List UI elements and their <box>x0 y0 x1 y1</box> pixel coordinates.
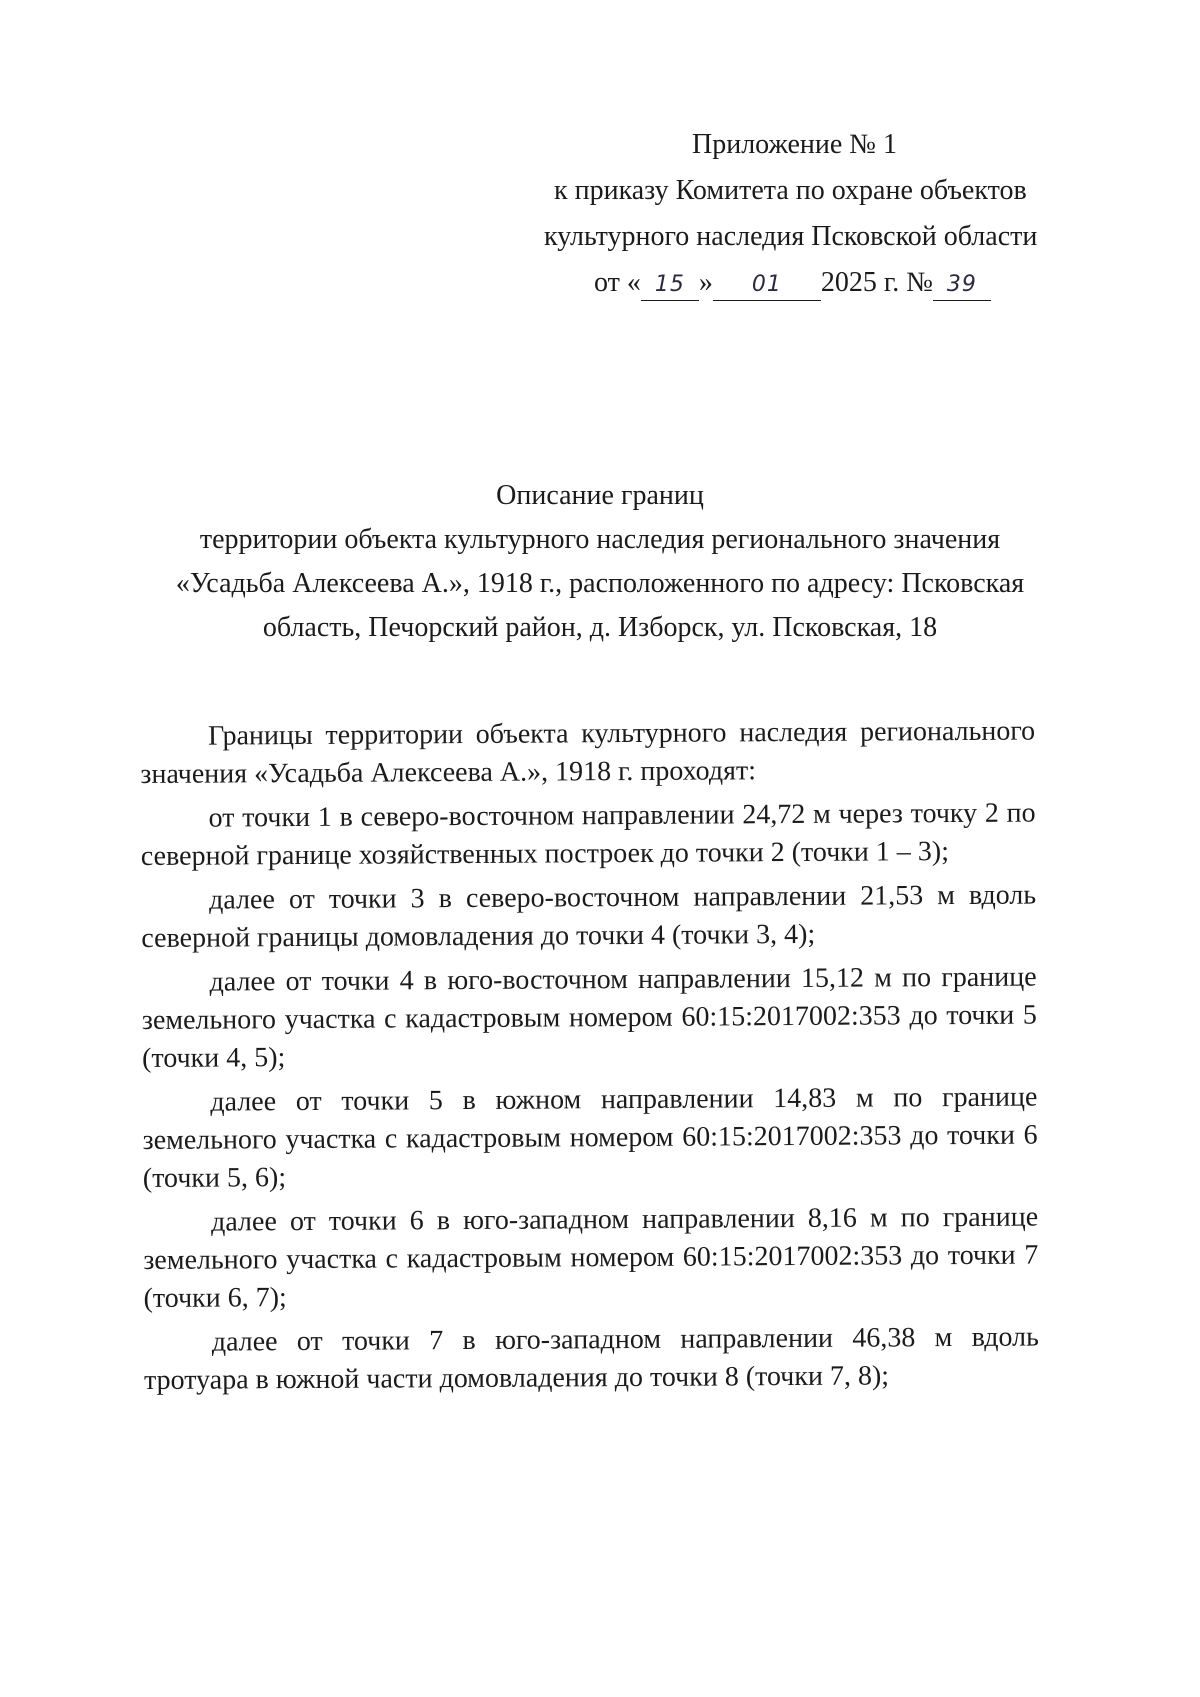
order-reference: к приказу Комитета по охране объектов <box>554 175 1027 206</box>
paragraph-segment-1: от точки 1 в северо-восточном направлении 24,72 м через точку 2 по северной границе хозяйственных построек до точки 2 (точки 1 – 3); <box>140 797 1036 872</box>
title-line-3: «Усадьба Алексеева А.», 1918 г., расположенного по адресу: Псковская <box>175 568 1025 599</box>
year-text: 2025 г. № <box>820 267 933 298</box>
number-blank <box>933 268 991 301</box>
paragraph-segment-3: далее от точки 4 в юго-восточном направлении 15,12 м по границе земельного участка с кадастровым номером 60:15:2017002:353 до точки 5 (точки 4, 5); <box>141 961 1037 1074</box>
date-mid: » <box>698 267 713 298</box>
appendix-header <box>540 122 1100 306</box>
paragraph-segment-2: далее от точки 3 в северо-восточном направлении 21,53 м вдоль северной границы домовладения до точки 4 (точки 3, 4); <box>141 879 1037 954</box>
month-blank <box>713 268 821 301</box>
document-title <box>150 474 1050 650</box>
title-line-1: Описание границ <box>496 480 704 511</box>
order-date-line <box>540 260 1100 306</box>
title-line-4: область, Печорский район, д. Изборск, ул. Псковская, 18 <box>262 612 938 643</box>
paragraph-segment-4: далее от точки 5 в южном направлении 14,83 м по границе земельного участка с кадастровым номером 60:15:2017002:353 до точки 6 (точки 5, 6); <box>142 1081 1038 1194</box>
day-blank <box>641 268 699 301</box>
appendix-number: Приложение № 1 <box>692 129 897 160</box>
title-line-2: территории объекта культурного наследия регионального значения <box>199 524 1001 555</box>
boundary-description <box>140 713 1039 1406</box>
order-authority: культурного наследия Псковской области <box>544 221 1038 252</box>
paragraph-segment-6: далее от точки 7 в юго-западном направлении 46,38 м вдоль тротуара в южной части домовладения до точки 8 (точки 7, 8); <box>143 1321 1039 1396</box>
handwritten-order-number: 39 <box>946 272 977 297</box>
date-prefix: от « <box>594 267 641 298</box>
paragraph-segment-5: далее от точки 6 в юго-западном направлении 8,16 м по границе земельного участка с кадастровым номером 60:15:2017002:353 до точки 7 (точки 6, 7); <box>143 1201 1039 1314</box>
handwritten-month: 01 <box>751 272 782 297</box>
paragraph-intro: Границы территории объекта культурного наследия регионального значения «Усадьба Алексеева А.», 1918 г. проходят: <box>140 715 1036 790</box>
handwritten-day: 15 <box>654 272 685 297</box>
